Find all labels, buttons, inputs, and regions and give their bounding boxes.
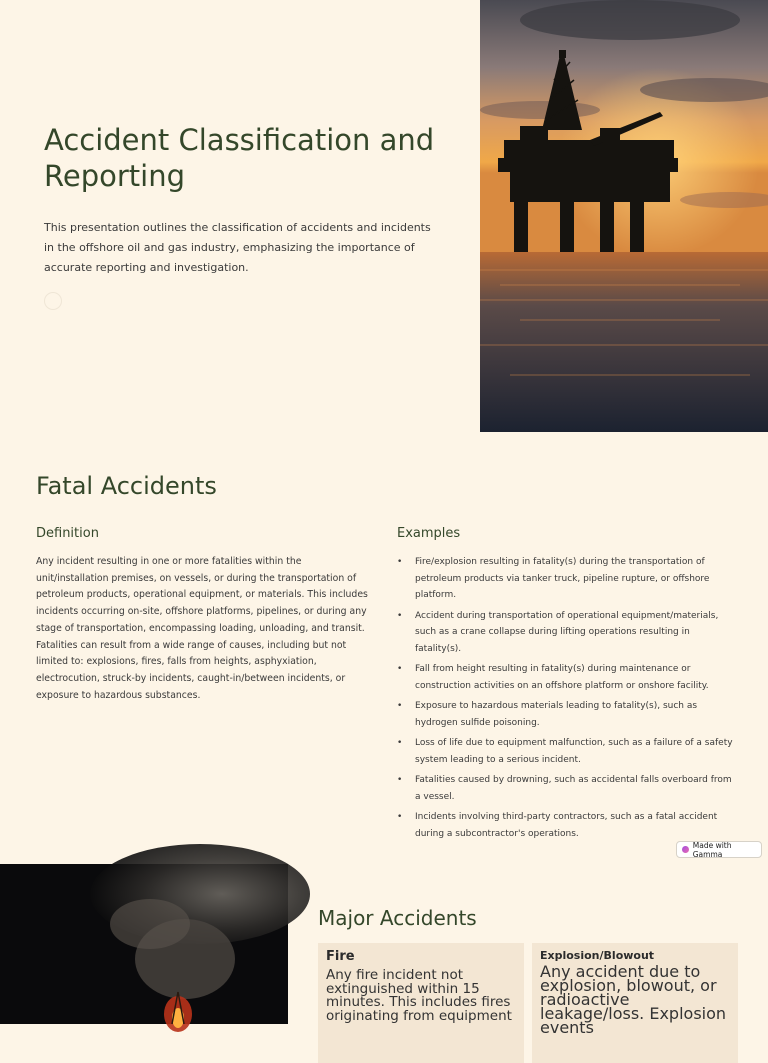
example-text: Exposure to hazardous materials leading to fatality(s), such as hydrogen sulfide poisoning. [415, 701, 698, 728]
list-item [397, 608, 737, 658]
section-title: Fatal Accidents [36, 472, 217, 500]
list-item [397, 735, 737, 768]
bullet-icon: • [397, 664, 403, 675]
examples-list [397, 554, 737, 846]
card-heading: Explosion/Blowout [540, 949, 655, 962]
card-text: Any accident due to explosion, blowout, or radioactive leakage/loss. Explosion events [540, 962, 727, 1037]
slide-major-accidents [0, 864, 768, 1037]
bullet-icon: • [397, 701, 403, 712]
page-title: Accident Classification and Reporting [44, 123, 435, 193]
example-text: Accident during transportation of operational equipment/materials, such as a crane collapse during lifting operations resulting in fatality(s). [415, 610, 719, 655]
made-with-gamma-badge[interactable] [676, 841, 762, 858]
explosion-blowout-card [532, 943, 738, 1063]
bullet-icon: • [397, 738, 403, 749]
example-text: Fall from height resulting in fatality(s) during maintenance or construction activities on an offshore platform or onshore facility. [415, 664, 709, 691]
list-item [397, 554, 737, 604]
rig-fire-smoke-image [0, 864, 288, 1024]
list-item [397, 809, 737, 842]
list-item [397, 772, 737, 805]
bullet-icon: • [397, 557, 403, 567]
definition-text: Any incident resulting in one or more fatalities within the unit/installation premises, on vessels, or during the transportation of petroleum products, operational equipment, or materials. This includes incidents occurring on-site, offshore platforms, pipelines, or during any stage of transportation, encompassing loading, unloading, and transit. Fatalities can result from a wide range of causes, including but not limited to: explosions, fires, falls from heights, asphyxiation, electrocution, struck-by incidents, caught-in/between incidents, or exposure to hazardous substances. [36, 556, 368, 701]
bullet-icon: • [397, 811, 403, 822]
slide-fatal-accidents [0, 432, 768, 864]
bullet-icon: • [397, 774, 403, 785]
fire-card [318, 943, 524, 1063]
example-text: Fatalities caused by drowning, such as accidental falls overboard from a vessel. [415, 774, 732, 802]
slide-title [0, 0, 768, 432]
bullet-icon: • [397, 610, 403, 621]
card-heading: Fire [326, 949, 355, 964]
definition-heading: Definition [36, 526, 99, 541]
section-title: Major Accidents [318, 906, 477, 930]
example-text: Incidents involving third-party contractors, such as a fatal accident during a subcontractor's operations. [415, 811, 718, 839]
examples-heading: Examples [397, 526, 461, 541]
badge-label: Made with Gamma [692, 840, 732, 859]
intro-paragraph: This presentation outlines the classification of accidents and incidents in the offshore oil and gas industry, emphasizing the importance of accurate reporting and investigation. [44, 221, 431, 274]
list-item [397, 698, 737, 731]
gamma-logo-icon [682, 846, 689, 853]
oil-rig-sunset-image [480, 0, 768, 432]
example-text: Loss of life due to equipment malfunction, such as a failure of a safety system leading to a serious incident. [415, 738, 733, 765]
list-item [397, 661, 737, 694]
card-text: Any fire incident not extinguished within 15 minutes. This includes fires originating from equipment [326, 967, 512, 1024]
decorative-dot [44, 292, 62, 310]
example-text: Fire/explosion resulting in fatality(s) during the transportation of petroleum products via tanker truck, pipeline rupture, or offshore platform. [415, 557, 710, 601]
